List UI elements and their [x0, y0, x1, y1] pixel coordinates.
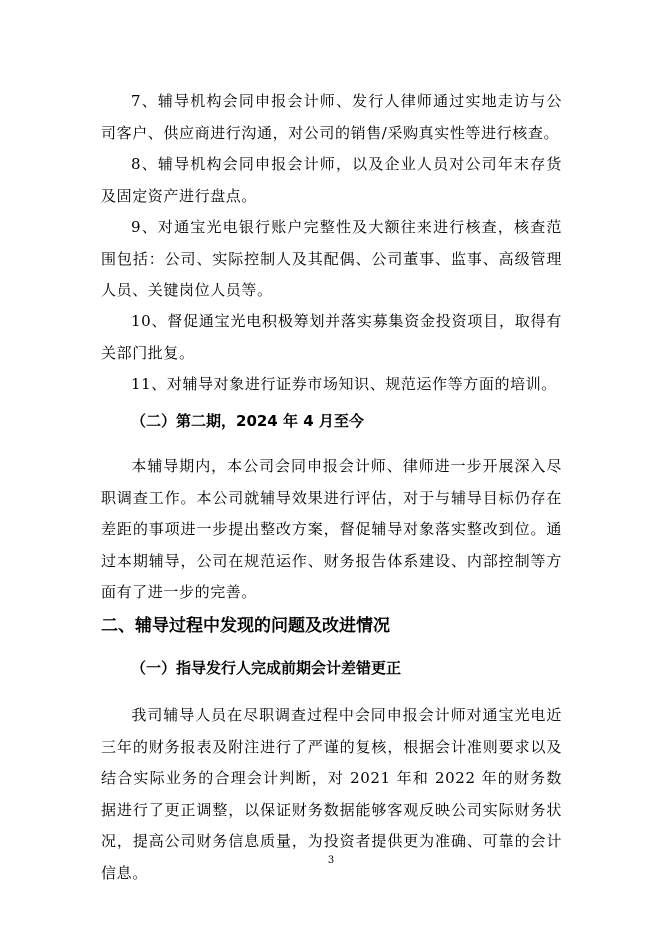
list-item: 9、对通宝光电银行账户完整性及大额往来进行核查，核查范围包括：公司、实际控制人及其配偶、公司董事、监事、高级管理人员、关键岗位人员等。 — [101, 218, 562, 299]
section-heading-issues: 二、辅导过程中发现的问题及改进情况 — [101, 616, 390, 636]
list-item: 10、督促通宝光电积极筹划并落实募集资金投资项目，取得有关部门批复。 — [101, 312, 562, 362]
list-item: 11、对辅导对象进行证券市场知识、规范运作等方面的培训。 — [131, 375, 557, 393]
section-heading-phase2: （二）第二期，2024 年 4 月至今 — [131, 412, 364, 430]
list-item: 8、辅导机构会同申报会计师，以及企业人员对公司年末存货及固定资产进行盘点。 — [101, 155, 562, 205]
list-item: 7、辅导机构会同申报会计师、发行人律师通过实地走访与公司客户、供应商进行沟通，对公司的销售/采购真实性等进行核查。 — [101, 92, 562, 142]
subsection-heading-accounting: （一）指导发行人完成前期会计差错更正 — [131, 659, 402, 677]
paragraph-phase2: 本辅导期内，本公司会同申报会计师、律师进一步开展深入尽职调查工作。本公司就辅导效果进行评估，对于与辅导目标仍存在差距的事项进一步提出整改方案，督促辅导对象落实整改到位。通过本期辅导，公司在规范运作、财务报告体系建设、内部控制等方面有了进一步的完善。 — [101, 457, 562, 601]
page-number: 3 — [327, 855, 335, 866]
paragraph-accounting: 我司辅导人员在尽职调查过程中会同申报会计师对通宝光电近三年的财务报表及附注进行了严谨的复核，根据会计准则要求以及结合实际业务的合理会计判断，对 2021 年和 2022 年的财务数据进行了更正调整，以保证财务数据能够客观反映公司实际财务状况，提高公司财务信息质量，为投资者提供更为准确、可靠的会计信息。 — [101, 706, 562, 882]
